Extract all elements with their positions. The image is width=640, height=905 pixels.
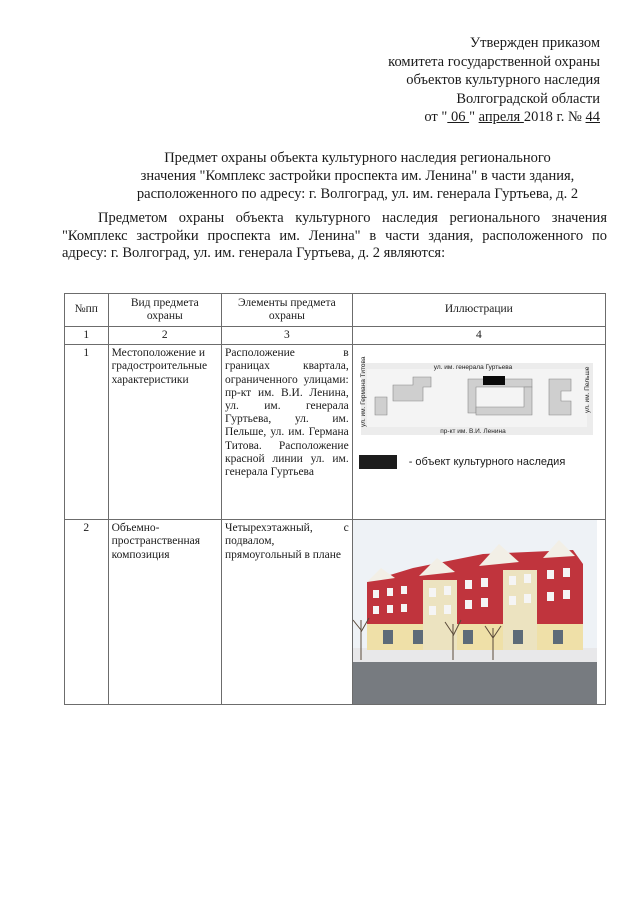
date-mid: " bbox=[469, 109, 479, 126]
date-day: 06 bbox=[447, 109, 470, 126]
row-kind: Местоположение и градостроительные характеристики bbox=[108, 345, 221, 520]
title-line: расположенного по адресу: г. Волгоград, ул. им. генерала Гуртьева, д. 2 bbox=[136, 185, 579, 202]
approval-line: комитета государственной охраны bbox=[388, 53, 600, 70]
title-line: Предмет охраны объекта культурного наследия регионального bbox=[164, 150, 551, 166]
legend-swatch bbox=[359, 455, 397, 469]
street-bottom: пр-кт им. В.И. Ленина bbox=[439, 428, 506, 436]
col-number: 2 bbox=[108, 327, 221, 345]
table-row bbox=[65, 345, 606, 520]
building-photo bbox=[353, 520, 597, 704]
row-elements: Расположение в границах квартала, ограниченного улицами: пр-кт им. В.И. Ленина, ул. им. генерала Гуртьева, ул. им. Пельше, ул. им. Германа Титова. Расположение красной линии ул. им. генерала Гуртьева bbox=[222, 345, 353, 520]
table-row bbox=[65, 520, 606, 705]
map-illustration-cell bbox=[352, 345, 605, 520]
approval-line: Волгоградской области bbox=[456, 90, 600, 107]
approval-line: объектов культурного наследия bbox=[406, 72, 600, 89]
heritage-object-marker bbox=[483, 376, 505, 385]
document-title bbox=[105, 150, 610, 203]
header-kind: Вид предмета охраны bbox=[108, 294, 221, 327]
approval-block bbox=[388, 34, 600, 127]
street-left: ул. им. Германа Титова bbox=[359, 356, 367, 428]
order-number: 44 bbox=[585, 109, 600, 126]
location-map bbox=[353, 345, 597, 515]
row-number: 1 bbox=[65, 345, 109, 520]
row-elements: Четырехэтажный, с подвалом, прямоугольный в плане bbox=[222, 520, 353, 705]
legend-text: - объект культурного наследия bbox=[408, 456, 566, 469]
col-number: 3 bbox=[222, 327, 353, 345]
row-number: 2 bbox=[65, 520, 109, 705]
header-elements: Элементы предмета охраны bbox=[222, 294, 353, 327]
approval-line: Утвержден приказом bbox=[469, 35, 600, 51]
title-line: значения "Комплекс застройки проспекта им. Ленина" в части здания, bbox=[140, 167, 575, 184]
col-number: 4 bbox=[352, 327, 605, 345]
header-number: №пп bbox=[65, 294, 109, 327]
table-header-row bbox=[65, 294, 606, 327]
column-number-row bbox=[65, 327, 606, 345]
approval-date bbox=[388, 108, 600, 127]
row-kind: Объемно-пространственная композиция bbox=[108, 520, 221, 705]
date-month: апреля bbox=[478, 109, 524, 126]
street-right: ул. им. Пельше bbox=[583, 366, 591, 414]
protection-subject-table bbox=[64, 293, 606, 705]
intro-paragraph: Предметом охраны объекта культурного наследия регионального значения "Комплекс застройки проспекта им. Ленина" в части здания, расположенного по адресу: г. Волгоград, ул. им. генерала Гуртьева, д. 2 являются: bbox=[62, 210, 607, 261]
date-prefix: от " bbox=[424, 109, 448, 126]
date-year: 2018 г. № bbox=[523, 109, 586, 126]
col-number: 1 bbox=[65, 327, 109, 345]
street-top: ул. им. генерала Гуртьева bbox=[433, 364, 512, 372]
map-scheme bbox=[353, 345, 597, 445]
header-illustrations: Иллюстрации bbox=[352, 294, 605, 327]
photo-illustration-cell bbox=[352, 520, 605, 705]
